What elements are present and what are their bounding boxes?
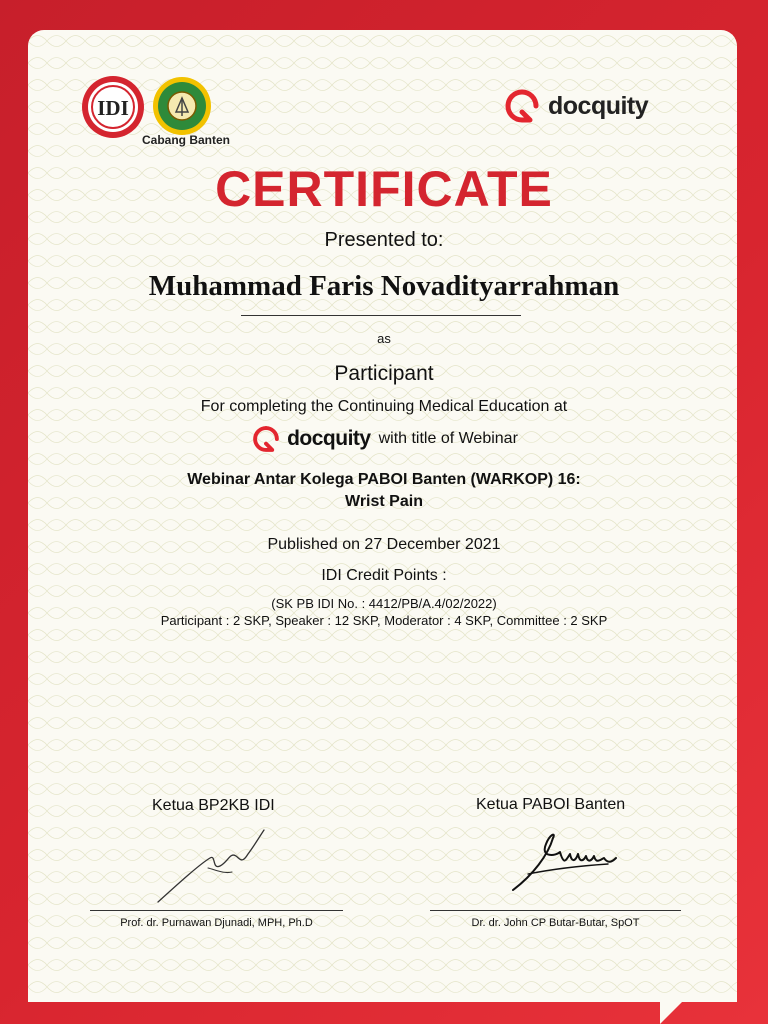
right-signer-name: Dr. dr. John CP Butar-Butar, SpOT — [471, 917, 640, 929]
recipient-underline — [241, 315, 521, 316]
right-signature — [508, 830, 623, 895]
presented-to-label: Presented to: — [324, 229, 444, 251]
left-signer-title: Ketua BP2KB IDI — [152, 797, 275, 814]
left-signer-name: Prof. dr. Purnawan Djunadi, MPH, Ph.D — [120, 917, 313, 929]
docquity-mark-icon — [250, 425, 282, 453]
docquity-webinar-row — [0, 425, 768, 453]
published-date: Published on 27 December 2021 — [267, 536, 501, 553]
left-signature-line — [90, 910, 343, 911]
svg-text:IDI: IDI — [97, 96, 129, 120]
certificate-title: CERTIFICATE — [215, 161, 553, 217]
skp-breakdown: Participant : 2 SKP, Speaker : 12 SKP, Moderator : 4 SKP, Committee : 2 SKP — [160, 613, 608, 628]
with-title-label: with title of Webinar — [378, 430, 518, 447]
webinar-title-line1: Webinar Antar Kolega PABOI Banten (WARKOP) 16: — [187, 471, 581, 488]
right-signer-title: Ketua PABOI Banten — [476, 796, 626, 813]
as-label: as — [377, 331, 391, 346]
webinar-title-line2: Wrist Pain — [345, 493, 423, 510]
recipient-name: Muhammad Faris Novadityarrahman — [148, 270, 620, 302]
right-signature-line — [430, 910, 681, 911]
sk-number: (SK PB IDI No. : 4412/PB/A.4/02/2022) — [271, 596, 497, 611]
participant-role: Participant — [334, 362, 434, 385]
paboi-logo — [152, 76, 212, 136]
frame-notch — [660, 1002, 682, 1024]
idi-logo — [80, 74, 146, 140]
cabang-label: Cabang Banten — [142, 133, 231, 147]
left-signature — [150, 822, 270, 907]
docquity-inline-wordmark: docquity — [287, 427, 371, 450]
docquity-wordmark: docquity — [548, 91, 649, 120]
completing-statement: For completing the Continuing Medical Education at — [200, 398, 568, 415]
docquity-logo — [502, 86, 648, 126]
docquity-mark-icon — [502, 88, 542, 124]
credit-points-label: IDI Credit Points : — [321, 567, 447, 584]
